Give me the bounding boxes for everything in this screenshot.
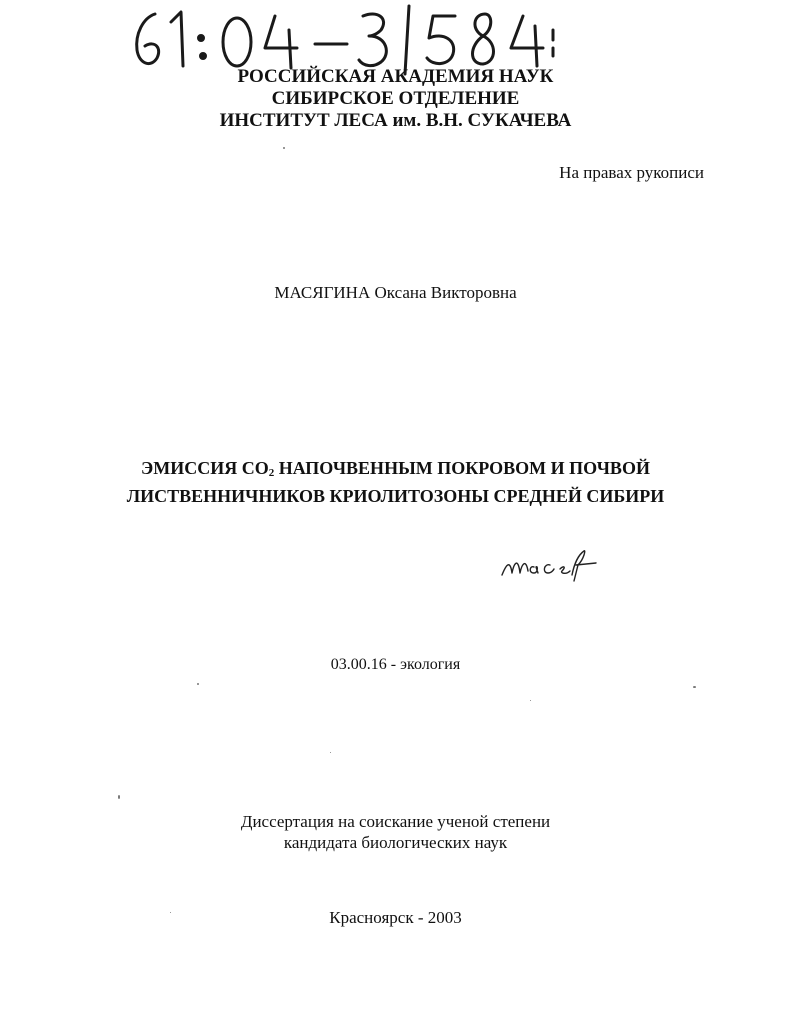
- degree-line-2: кандидата биологических наук: [283, 833, 508, 852]
- organization-header: [0, 66, 791, 132]
- title-subscript: 2: [268, 467, 275, 479]
- org-line-academy: РОССИЙСКАЯ АКАДЕМИЯ НАУК: [237, 66, 554, 87]
- scan-speck: [170, 912, 171, 913]
- scan-speck: [530, 700, 531, 701]
- degree-statement: [0, 811, 791, 853]
- title-line-1: ЭМИССИЯ $СО_2$ НАПОЧВЕННЫМ ПОКРОВОМ И ПОЧВОЙ: [141, 458, 650, 479]
- org-line-branch: СИБИРСКОЕ ОТДЕЛЕНИЕ: [271, 88, 520, 109]
- scan-speck: [693, 686, 696, 688]
- title-line-2: ЛИСТВЕННИЧНИКОВ КРИОЛИТОЗОНЫ СРЕДНЕЙ СИБИРИ: [126, 486, 665, 506]
- scan-speck: [118, 795, 120, 799]
- scan-speck: [197, 683, 199, 685]
- specialty-code: 03.00.16 - экология: [330, 656, 461, 673]
- scan-speck: [330, 752, 331, 753]
- thesis-title: [0, 457, 791, 508]
- rights-note: На правах рукописи: [559, 163, 704, 182]
- city-year: Красноярск - 2003: [329, 908, 462, 927]
- degree-line-1: Диссертация на соискание ученой степени: [240, 812, 551, 831]
- scan-speck: [283, 147, 285, 149]
- author-signature: [498, 545, 598, 585]
- author-name: МАСЯГИНА Оксана Викторовна: [274, 283, 517, 302]
- org-line-institute: ИНСТИТУТ ЛЕСА им. В.Н. СУКАЧЕВА: [219, 110, 572, 131]
